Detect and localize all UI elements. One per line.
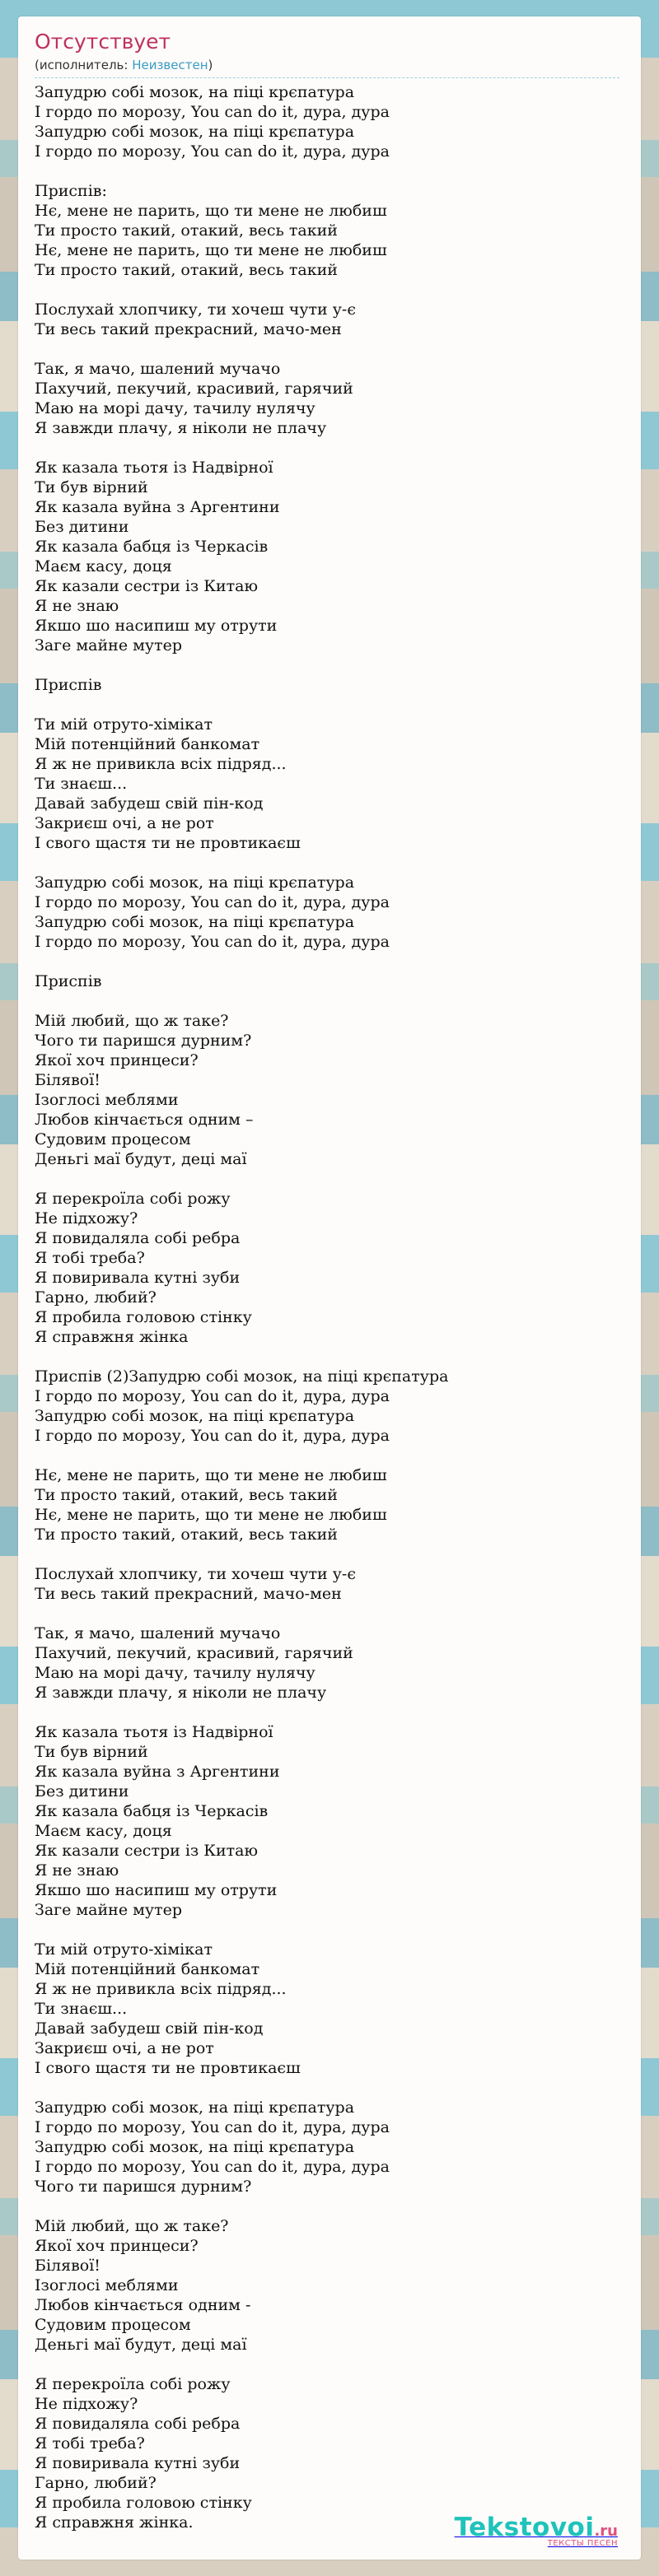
lyric-line: Судовим процесом [35, 2316, 191, 2334]
lyric-line: Деньгі маї будут, деці маї [35, 1150, 247, 1168]
lyric-line [35, 991, 624, 1011]
lyric-line: Ти просто такий, отакий, весь такий [35, 221, 338, 240]
lyric-line: І гордо по морозу, You can do it, дура, дура [35, 893, 390, 911]
lyric-line: Як казала вуйна з Аргентини [35, 498, 280, 516]
lyric-line: Я ж не привикла всіх підряд... [35, 1980, 287, 1998]
lyric-line: Ти просто такий, отакий, весь такий [35, 261, 338, 279]
lyric-line: Любов кінчається одним – [35, 1111, 254, 1129]
lyric-line [35, 2078, 624, 2098]
lyric-line: Як казала бабця із Черкасів [35, 1802, 269, 1820]
lyric-line: І гордо по морозу, You can do it, дура, дура [35, 2158, 390, 2176]
lyric-line: Послухай хлопчику, ти хочеш чути у-є [35, 1565, 356, 1583]
artist-line [35, 58, 213, 72]
lyric-line: Ти був вірний [35, 1743, 148, 1761]
lyric-line: Я ж не привикла всіх підряд... [35, 755, 287, 773]
lyric-line: Судовим процесом [35, 1130, 191, 1148]
lyric-line [35, 952, 624, 971]
lyric-line: Я тобі треба? [35, 2434, 145, 2453]
lyric-line: Як казала бабця із Черкасів [35, 538, 269, 556]
lyric-line: Не підхожу? [35, 1209, 138, 1227]
lyric-line: Я не знаю [35, 597, 119, 615]
artist-prefix: (исполнитель: [35, 58, 133, 72]
lyric-line: Приспів (2)Запудрю собі мозок, на піці крєпатура [35, 1367, 449, 1386]
lyric-line [35, 1446, 624, 1465]
lyric-line: Нє, мене не парить, що ти мене не любиш [35, 202, 387, 220]
lyric-line: Пахучий, пекучий, красивий, гарячий [35, 380, 353, 398]
lyric-line: Якої хоч принцеси? [35, 2237, 199, 2255]
lyric-line: І гордо по морозу, You can do it, дура, дура [35, 1387, 390, 1405]
lyric-line: Я справжня жінка. [35, 2513, 194, 2532]
lyric-line: Я перекроїла собі рожу [35, 1190, 231, 1208]
lyric-line: Ти просто такий, отакий, весь такий [35, 1486, 338, 1504]
lyric-line: Я перекроїла собі рожу [35, 2375, 231, 2393]
lyric-line: Ти знаєш... [35, 2000, 128, 2018]
lyric-line: Білявої! [35, 1071, 100, 1089]
lyric-line: Так, я мачо, шалений мучачо [35, 360, 281, 378]
title-divider [35, 77, 619, 78]
lyric-line: І гордо по морозу, You can do it, дура, дура [35, 103, 390, 121]
lyric-line: Запудрю собі мозок, на піці крєпатура [35, 913, 355, 931]
lyric-line [35, 655, 624, 675]
lyric-line: Я повидаляла собі ребра [35, 1229, 241, 1247]
lyric-line: Якшо шо насипиш му отрути [35, 617, 278, 635]
lyric-line [35, 1169, 624, 1189]
lyric-line: Заге майне мутер [35, 636, 182, 654]
artist-link[interactable]: Неизвестен [132, 58, 208, 72]
lyric-line: Послухай хлопчику, ти хочеш чути у-є [35, 300, 356, 319]
logo-tagline: ТЕКСТЫ ПЕСЕН [547, 2539, 618, 2548]
lyric-line: Ти весь такий прекрасний, мачо-мен [35, 1585, 342, 1603]
lyric-line [35, 1604, 624, 1623]
lyric-line: Я завжди плачу, я ніколи не плачу [35, 419, 327, 437]
lyric-line [35, 161, 624, 181]
lyric-line: Гарно, любий? [35, 2474, 157, 2492]
lyric-line [35, 1347, 624, 1367]
lyric-line: Ізоглосі меблями [35, 1091, 179, 1109]
lyric-line: Я тобі треба? [35, 1249, 145, 1267]
lyric-line: Гарно, любий? [35, 1288, 157, 1307]
lyric-line: Нє, мене не парить, що ти мене не любиш [35, 1506, 387, 1524]
lyric-line: Я повиривала кутні зуби [35, 2454, 241, 2472]
lyric-line: Заге майне мутер [35, 1901, 182, 1919]
lyric-line: Мій любий, що ж таке? [35, 2217, 229, 2235]
lyric-line: Запудрю собі мозок, на піці крєпатура [35, 2138, 355, 2156]
lyric-line [35, 695, 624, 715]
lyric-line: І гордо по морозу, You can do it, дура, дура [35, 933, 390, 951]
lyric-line: Нє, мене не парить, що ти мене не любиш [35, 1466, 387, 1484]
lyric-line: Як казала вуйна з Аргентини [35, 1763, 280, 1781]
lyric-line: Любов кінчається одним - [35, 2296, 251, 2314]
lyric-line: Без дитини [35, 1782, 129, 1800]
lyric-line [35, 2355, 624, 2374]
lyric-line [35, 853, 624, 873]
lyric-line: Ти просто такий, отакий, весь такий [35, 1526, 338, 1544]
lyric-line: Не підхожу? [35, 2395, 138, 2413]
lyric-line: Ти знаєш... [35, 775, 128, 793]
lyric-line: Ти весь такий прекрасний, мачо-мен [35, 320, 342, 338]
lyric-line: Маєм касу, доця [35, 1822, 172, 1840]
lyric-line: Нє, мене не парить, що ти мене не любиш [35, 241, 387, 259]
lyric-line: Приспів [35, 972, 102, 990]
lyric-line: Як казала тьотя із Надвірної [35, 459, 273, 477]
lyric-line: Запудрю собі мозок, на піці крєпатура [35, 1407, 355, 1425]
lyric-line: Запудрю собі мозок, на піці крєпатура [35, 2099, 355, 2117]
lyric-line: Маю на морі дачу, тачилу нулячу [35, 1664, 315, 1682]
lyrics-card [18, 16, 641, 2560]
lyric-line: Ти був вірний [35, 478, 148, 496]
lyric-line: І свого щастя ти не провтикаєш [35, 2059, 301, 2077]
lyric-line: Пахучий, пекучий, красивий, гарячий [35, 1644, 353, 1662]
lyric-line: Закриєш очі, а не рот [35, 814, 214, 832]
lyric-line: Чого ти паришся дурним? [35, 2178, 252, 2196]
lyric-line: Мій потенційний банкомат [35, 735, 260, 753]
lyric-line [35, 280, 624, 300]
lyric-line: Закриєш очі, а не рот [35, 2039, 214, 2057]
lyric-line [35, 438, 624, 458]
lyric-line: Я повидаляла собі ребра [35, 2415, 241, 2433]
artist-suffix: ) [208, 58, 213, 72]
lyric-line: Приспів [35, 676, 102, 694]
lyric-line: Запудрю собі мозок, на піці крєпатура [35, 123, 355, 141]
lyric-line: Я не знаю [35, 1861, 119, 1880]
lyric-line [35, 339, 624, 359]
lyric-line: Ти мій отруто-хімікат [35, 1940, 213, 1959]
site-logo[interactable] [455, 2513, 618, 2548]
song-title: Отсутствует [35, 30, 171, 54]
lyric-line: Я пробила головою стінку [35, 1308, 252, 1326]
lyric-line: Мій потенційний банкомат [35, 1960, 260, 1978]
lyric-line: Так, я мачо, шалений мучачо [35, 1624, 281, 1642]
lyric-line: Як казала тьотя із Надвірної [35, 1723, 273, 1741]
lyric-line: Ізоглосі меблями [35, 2276, 179, 2294]
lyric-line: Якої хоч принцеси? [35, 1051, 199, 1069]
lyric-line: Приспів: [35, 182, 107, 200]
lyric-line: Білявої! [35, 2257, 100, 2275]
lyric-line: І гордо по морозу, You can do it, дура, дура [35, 142, 390, 161]
lyric-line: Мій любий, що ж таке? [35, 1012, 229, 1030]
lyric-line: Запудрю собі мозок, на піці крєпатура [35, 873, 355, 892]
lyric-line: Маєм касу, доця [35, 557, 172, 575]
lyric-line: Я пробила головою стінку [35, 2494, 252, 2512]
lyric-line: Деньгі маї будут, деці маї [35, 2336, 247, 2354]
lyric-line: І свого щастя ти не провтикаєш [35, 834, 301, 852]
lyric-line: Запудрю собі мозок, на піці крєпатура [35, 83, 355, 101]
lyric-line: І гордо по морозу, You can do it, дура, дура [35, 1427, 390, 1445]
lyric-line [35, 1544, 624, 1564]
logo-tld: .ru [594, 2522, 618, 2540]
lyric-line: Я повиривала кутні зуби [35, 1269, 241, 1287]
lyric-line: Як казали сестри із Китаю [35, 577, 259, 595]
lyric-line: Як казали сестри із Китаю [35, 1842, 259, 1860]
lyric-line: Ти мій отруто-хімікат [35, 715, 213, 734]
lyric-line: Я справжня жінка [35, 1328, 189, 1346]
lyric-line: Я завжди плачу, я ніколи не плачу [35, 1684, 327, 1702]
lyric-line [35, 1920, 624, 1940]
lyric-line: Давай забудеш свій пін-код [35, 2019, 264, 2038]
logo-name: Tekstovoi [454, 2513, 595, 2542]
lyric-line: Маю на морі дачу, тачилу нулячу [35, 399, 315, 417]
lyric-line: Якшо шо насипиш му отрути [35, 1881, 278, 1899]
lyrics-text [35, 82, 624, 2532]
lyric-line: Чого ти паришся дурним? [35, 1032, 252, 1050]
lyric-line: Давай забудеш свій пін-код [35, 794, 264, 813]
lyric-line: І гордо по морозу, You can do it, дура, дура [35, 2118, 390, 2136]
lyric-line: Без дитини [35, 518, 129, 536]
lyric-line [35, 1703, 624, 1722]
lyric-line [35, 2196, 624, 2216]
